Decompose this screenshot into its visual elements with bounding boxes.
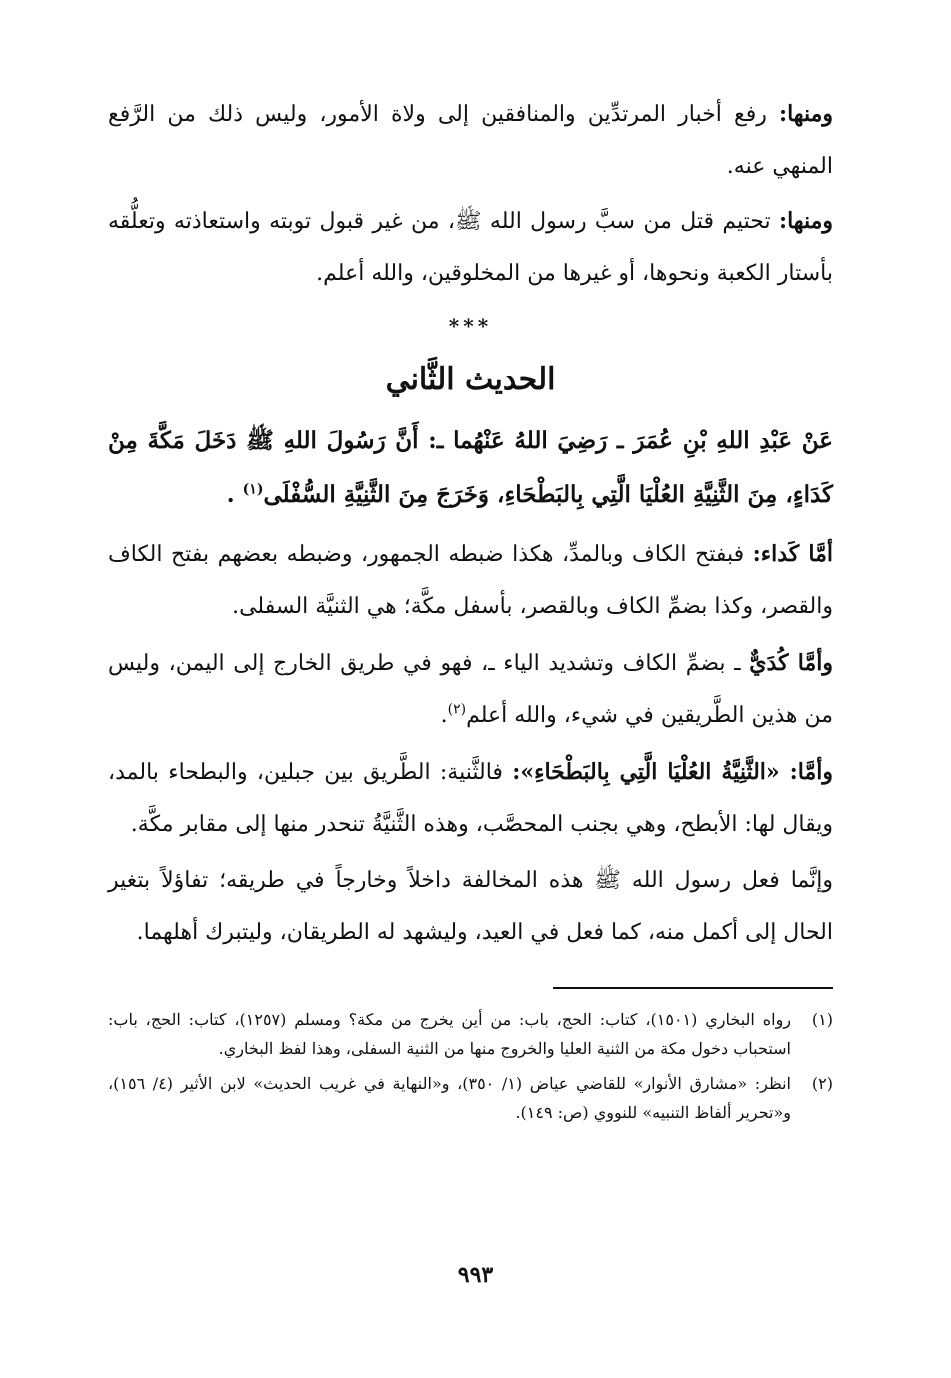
paragraph-lead: وأمَّا كُدَيٌّ bbox=[749, 650, 834, 676]
footnote-number: (٢) bbox=[811, 1074, 833, 1093]
paragraph-insulter-ruling bbox=[108, 195, 833, 300]
footnote-divider bbox=[553, 987, 833, 989]
hadith-body: عَنْ عَبْدِ اللهِ بْنِ عُمَرَ ـ رَضِيَ اللهُ عَنْهُما ـ: أَنَّ رَسُولَ اللهِ ﷺ دَخَلَ مَكَّةَ مِنْ كَدَاءٍ، مِنَ الثَّنِيَّةِ العُلْيَا الَّتِي بِالبَطْحَاءِ، وَخَرَجَ مِنَ الثَّنِيَّةِ السُّفْلَى bbox=[108, 427, 833, 508]
footnote-reference: (١) bbox=[242, 481, 264, 498]
paragraph-upper-pass bbox=[108, 746, 833, 851]
footnote-item bbox=[108, 1069, 833, 1127]
footnote-text: انظر: «مشارق الأنوار» للقاضي عياض (١/ ٣٥٠)، و«النهاية في غريب الحديث» لابن الأثير (٤/ ١٥٦)، و«تحرير ألفاظ التنبيه» للنووي (ص: ١٤٩). bbox=[108, 1074, 791, 1122]
paragraph-kadaa bbox=[108, 528, 833, 633]
paragraph-text: رفع أخبار المرتدِّين والمنافقين إلى ولاة الأمور، وليس ذلك من الرَّفع المنهي عنه. bbox=[108, 102, 833, 179]
paragraph-kudayy bbox=[108, 637, 833, 742]
paragraph-text: تحتيم قتل من سبَّ رسول الله ﷺ، من غير قبول توبته واستعاذته وتعلُّقه بأستار الكعبة ونحوها، أو غيرها من المخلوقين، والله أعلم. bbox=[108, 209, 833, 286]
footnotes bbox=[108, 1005, 833, 1127]
paragraph-text: ـ بضمِّ الكاف وتشديد الياء ـ، فهو في طريق الخارج إلى اليمن، وليس من هذين الطَّريقين في شيء، والله أعلم bbox=[108, 651, 833, 728]
paragraph-text: فالثَّنية: الطَّريق بين جبلين، والبطحاء بالمد، ويقال لها: الأبطح، وهي بجنب المحصَّب، وهذه الثَّنيَّةُ تنحدر منها إلى مقابر مكَّة. bbox=[108, 760, 833, 837]
paragraph-lead: ومنها: bbox=[778, 101, 833, 127]
footnote-number: (١) bbox=[811, 1010, 833, 1029]
paragraph-wisdom bbox=[108, 855, 833, 959]
footnote-item bbox=[108, 1005, 833, 1063]
paragraph-end: . bbox=[440, 703, 448, 728]
book-page bbox=[108, 88, 833, 1378]
section-heading: الحديث الثَّاني bbox=[385, 362, 556, 397]
paragraph-lead: وأمَّا: «الثَّنِيَّةُ العُلْيَا الَّتِي بِالبَطْحَاءِ»: bbox=[512, 759, 834, 785]
paragraph-lead: أمَّا كَداء: bbox=[752, 541, 833, 567]
footnote-reference: (٢) bbox=[447, 701, 467, 718]
hadith-text bbox=[108, 414, 833, 522]
paragraph-text: وإنَّما فعل رسول الله ﷺ هذه المخالفة داخلاً وخارجاً في طريقه؛ تفاؤلاً بتغير الحال إلى أكمل منه، كما فعل في العيد، وليشهد له الطريقان، وليتبرك أهلهما. bbox=[108, 868, 833, 945]
section-separator: *** bbox=[448, 314, 493, 338]
paragraph-text: فبفتح الكاف وبالمدِّ، هكذا ضبطه الجمهور، وضبطه بعضهم بفتح الكاف والقصر، وكذا بضمِّ الكاف وبالقصر، بأسفل مكَّة؛ هي الثنيَّة السفلى. bbox=[108, 542, 833, 619]
hadith-end: . bbox=[226, 481, 243, 508]
footnote-text: رواه البخاري (١٥٠١)، كتاب: الحج، باب: من أين يخرج من مكة؟ ومسلم (١٢٥٧)، كتاب: الحج، باب: استحباب دخول مكة من الثنية العليا والخروج منها من الثنية السفلى، وهذا لفظ البخاري. bbox=[108, 1010, 792, 1058]
paragraph-lead: ومنها: bbox=[778, 208, 833, 234]
paragraph-apostates-reporting bbox=[108, 88, 833, 193]
page-number: ٩٩٣ bbox=[457, 1262, 494, 1288]
